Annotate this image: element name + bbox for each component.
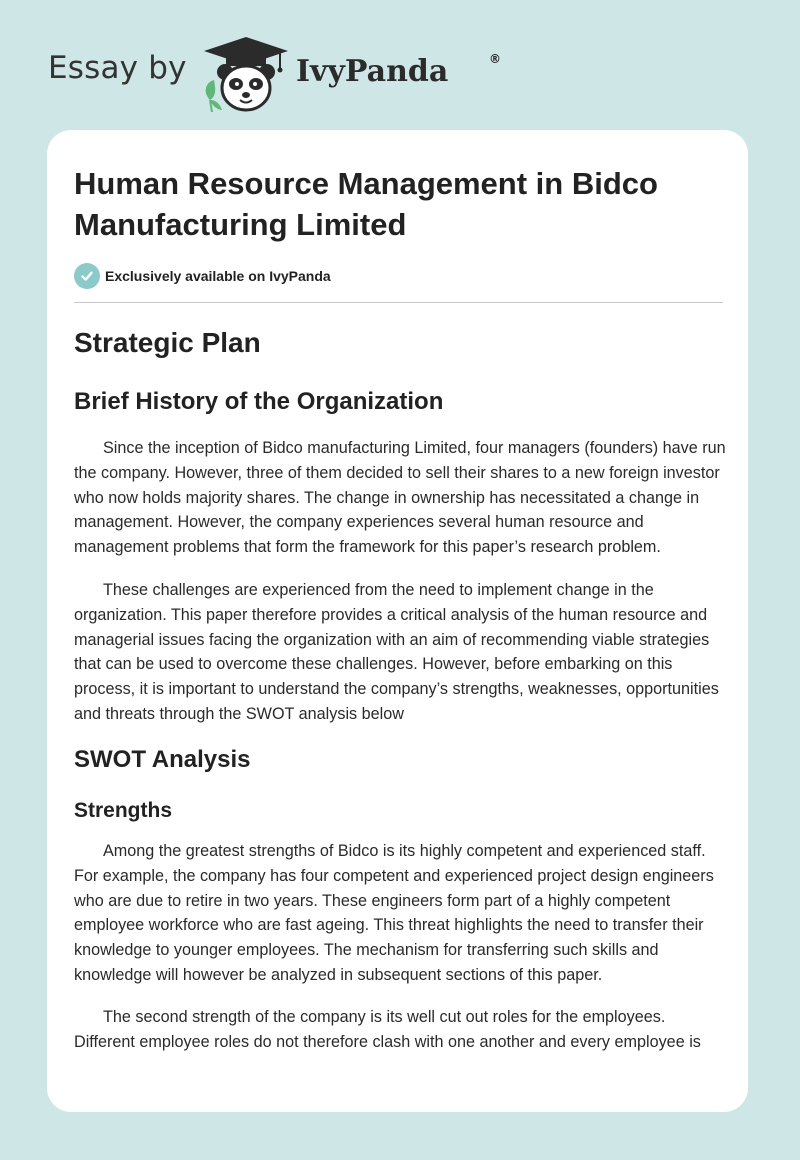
site-header [48, 34, 508, 114]
exclusive-badge [74, 263, 331, 289]
essay-by-label: Essay by [48, 50, 187, 86]
heading-strengths: Strengths [74, 799, 173, 822]
paragraph: These challenges are experienced from the need to implement change in the organization. This paper therefore provides a critical analysis of the human resource and managerial issues facing the organization with an aim of recommending viable strategies that can be used to overcome these challenges. However, before embarking on this process, it is important to understand the company’s strengths, weaknesses, opportunities and threats through the SWOT analysis below [74, 581, 719, 723]
heading-brief-history: Brief History of the Organization [74, 388, 444, 415]
article-title: Human Resource Management in Bidco Manufacturing Limited [74, 166, 658, 242]
panda-logo-icon[interactable] [200, 34, 292, 114]
heading-swot-analysis: SWOT Analysis [74, 746, 251, 773]
title-divider [74, 302, 723, 303]
check-icon [74, 263, 100, 289]
paragraph: The second strength of the company is its well cut out roles for the employees. Different employee roles do not therefore clash with one another and every employee is [74, 1008, 701, 1051]
brand-name[interactable]: IvyPanda [296, 54, 449, 89]
article-card [47, 130, 748, 1112]
paragraph: Among the greatest strengths of Bidco is its highly competent and experienced staff. For example, the company has four competent and experienced project design engineers who are due to retire in two years. These engineers form part of a highly competent employee workforce who are fast ageing. This threat highlights the need to transfer their knowledge to younger employees. The mechanism for transferring such skills and knowledge will however be analyzed in subsequent sections of this paper. [74, 842, 714, 984]
paragraph: Since the inception of Bidco manufacturing Limited, four managers (founders) have run the company. However, three of them decided to sell their shares to a new foreign investor who now holds majority shares. The change in ownership has necessitated a change in management. However, the company experiences several human resource and management problems that form the framework for this paper’s research problem. [74, 439, 726, 557]
registered-mark: ® [489, 52, 501, 66]
heading-strategic-plan: Strategic Plan [74, 327, 261, 358]
exclusive-badge-text: Exclusively available on IvyPanda [105, 268, 331, 284]
